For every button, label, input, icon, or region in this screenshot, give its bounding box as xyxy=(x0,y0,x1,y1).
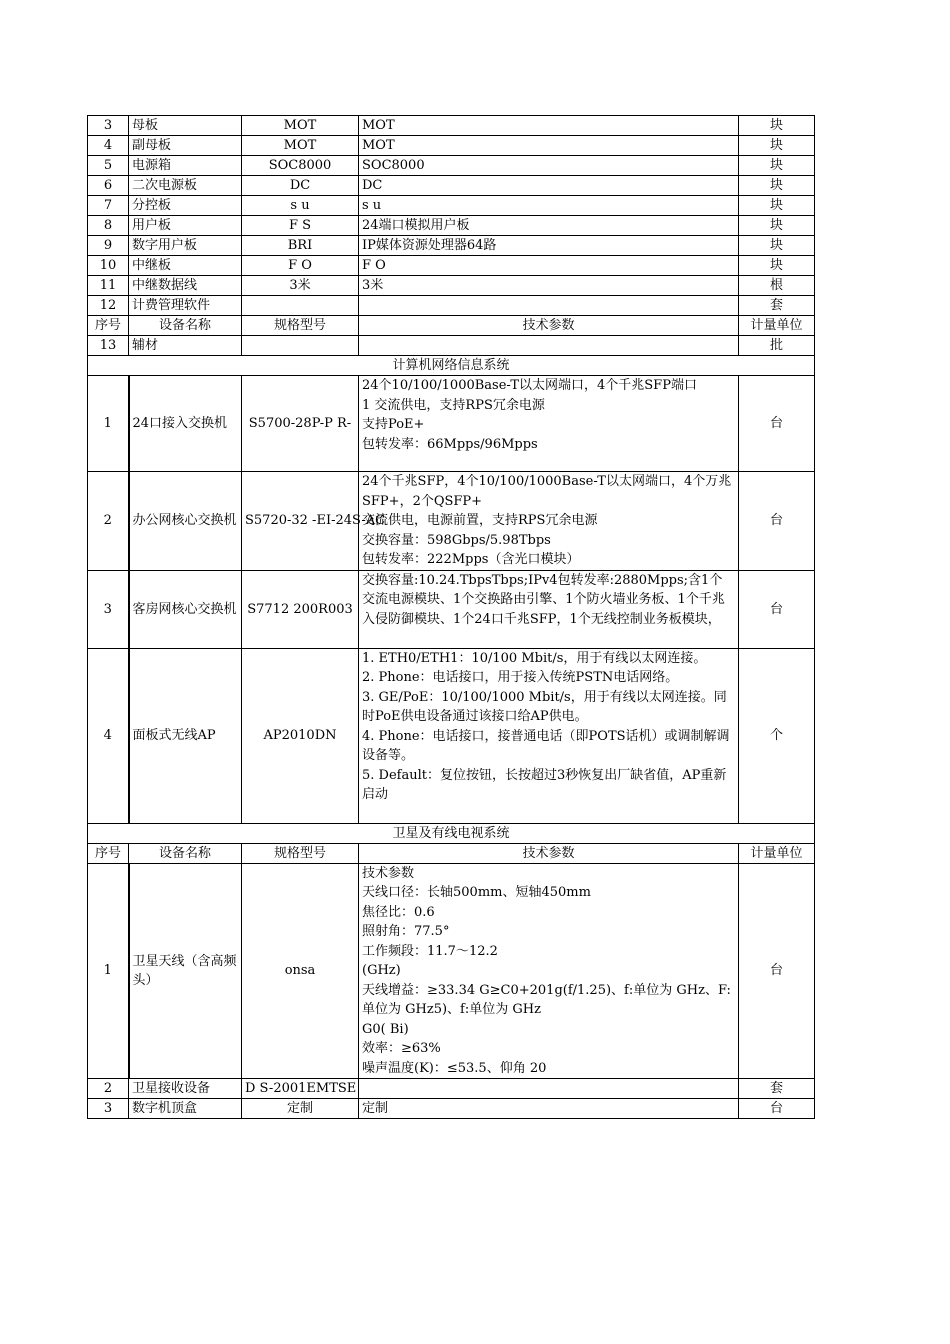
table-row xyxy=(88,863,815,1079)
row-model: 定制 xyxy=(242,1099,359,1119)
table-row xyxy=(88,1079,815,1099)
row-tech: 定制 xyxy=(359,1099,739,1119)
row-model: MOT xyxy=(242,136,359,156)
row-no: 11 xyxy=(88,276,129,296)
tech-line: 3. GE/PoE：10/100/1000 Mbit/s，用于有线以太网连接。同时PoE供电设备通过该接口给AP供电。 xyxy=(362,689,727,724)
row-name: 二次电源板 xyxy=(129,176,242,196)
tech-line: 1 交流供电，支持RPS冗余电源 xyxy=(362,397,545,413)
tech-line: 工作频段：11.7～12.2 xyxy=(362,943,498,959)
row-name: 分控板 xyxy=(129,196,242,216)
tech-line: 5. Default：复位按钮，长按超过3秒恢复出厂缺省值，AP重新启动 xyxy=(362,767,727,802)
tech-line: 24个千兆SFP，4个10/100/1000Base-T以太网端口，4个万兆SFP+，2个QSFP+ xyxy=(362,474,732,509)
equipment-table xyxy=(87,115,815,1119)
row-model: F S xyxy=(242,216,359,236)
tech-line: 照射角：77.5° xyxy=(362,924,450,939)
tech-line: 1. ETH0/ETH1：10/100 Mbit/s，用于有线以太网连接。 xyxy=(362,650,707,666)
row-model: BRI xyxy=(242,236,359,256)
row-name: 卫星接收设备 xyxy=(129,1079,242,1099)
row-no: 6 xyxy=(88,176,129,196)
row-no: 3 xyxy=(88,1099,129,1119)
row-model xyxy=(242,296,359,316)
row-tech xyxy=(359,648,739,823)
row-model: S7712 200R003 xyxy=(242,570,359,648)
tech-line: 包转发率：222Mpps（含光口模块） xyxy=(362,552,580,567)
header-model: 规格型号 xyxy=(242,843,359,863)
row-tech: s u xyxy=(359,196,739,216)
header-unit: 计量单位 xyxy=(739,843,815,863)
header-tech: 技术参数 xyxy=(359,843,739,863)
row-name: 客房网核心交换机 xyxy=(129,570,242,648)
tech-line: 效率：≥63% xyxy=(362,1041,441,1056)
row-no: 10 xyxy=(88,256,129,276)
row-model: s u xyxy=(242,196,359,216)
table-row xyxy=(88,276,815,296)
table-row xyxy=(88,196,815,216)
row-unit: 块 xyxy=(739,176,815,196)
row-tech xyxy=(359,1079,739,1099)
header-name: 设备名称 xyxy=(129,843,242,863)
tech-line: 焦径比：0.6 xyxy=(362,904,435,920)
row-model: AP2010DN xyxy=(242,648,359,823)
table-row xyxy=(88,648,815,823)
row-no: 13 xyxy=(88,336,129,356)
header-no: 序号 xyxy=(88,843,129,863)
row-tech: MOT xyxy=(359,116,739,136)
row-name: 中继数据线 xyxy=(129,276,242,296)
row-no: 1 xyxy=(88,863,129,1079)
row-tech xyxy=(359,296,739,316)
row-tech xyxy=(359,472,739,571)
tech-line: 24个10/100/1000Base-T以太网端口，4个千兆SFP端口 xyxy=(362,378,697,393)
row-tech: DC xyxy=(359,176,739,196)
rows-a xyxy=(88,116,815,316)
tech-line: 2. Phone：电话接口，用于接入传统PSTN电话网络。 xyxy=(362,670,679,685)
table-row xyxy=(88,176,815,196)
row-unit: 台 xyxy=(739,1099,815,1119)
section-satellite-title: 卫星及有线电视系统 xyxy=(88,823,815,843)
row-unit: 台 xyxy=(739,472,815,571)
table-row xyxy=(88,236,815,256)
row-unit: 台 xyxy=(739,376,815,472)
satellite-rows xyxy=(88,863,815,1119)
row-unit: 块 xyxy=(739,156,815,176)
header-model: 规格型号 xyxy=(242,316,359,336)
row-unit: 块 xyxy=(739,256,815,276)
row-unit: 台 xyxy=(739,570,815,648)
table-row xyxy=(88,156,815,176)
tech-line: 交换容量：598Gbps/5.98Tbps xyxy=(362,532,551,548)
network-rows xyxy=(88,376,815,824)
row-no: 3 xyxy=(88,570,129,648)
row-name: 计费管理软件 xyxy=(129,296,242,316)
row-unit: 块 xyxy=(739,196,815,216)
row-name: 电源箱 xyxy=(129,156,242,176)
table-row xyxy=(88,136,815,156)
row-name: 24口接入交换机 xyxy=(129,376,242,472)
row-unit: 块 xyxy=(739,236,815,256)
tech-line: G0( Bi) xyxy=(362,1021,409,1037)
row-tech: IP媒体资源处理器64路 xyxy=(359,236,739,256)
row-tech: 3米 xyxy=(359,276,739,296)
row-name: 中继板 xyxy=(129,256,242,276)
row-13 xyxy=(88,336,815,356)
header-tech: 技术参数 xyxy=(359,316,739,336)
row-no: 4 xyxy=(88,648,129,823)
row-name: 母板 xyxy=(129,116,242,136)
row-tech: 24端口模拟用户板 xyxy=(359,216,739,236)
row-no: 1 xyxy=(88,376,129,472)
row-tech: MOT xyxy=(359,136,739,156)
row-no: 2 xyxy=(88,472,129,571)
tech-line: (GHz) xyxy=(362,963,401,978)
row-unit: 根 xyxy=(739,276,815,296)
row-model: F O xyxy=(242,256,359,276)
row-model: S5720-32 -EI-24S-AC xyxy=(242,472,359,571)
row-unit: 套 xyxy=(739,1079,815,1099)
table-row xyxy=(88,472,815,571)
header-no: 序号 xyxy=(88,316,129,336)
table-row xyxy=(88,216,815,236)
row-model: SOC8000 xyxy=(242,156,359,176)
row-no: 8 xyxy=(88,216,129,236)
row-unit: 块 xyxy=(739,136,815,156)
row-model: DC xyxy=(242,176,359,196)
row-model: S5700-28P-P R- xyxy=(242,376,359,472)
section-network-row xyxy=(88,356,815,376)
table-row xyxy=(88,256,815,276)
row-model: 3米 xyxy=(242,276,359,296)
row-no: 5 xyxy=(88,156,129,176)
tech-line: 交流供电，电源前置，支持RPS冗余电源 xyxy=(362,513,598,528)
row-name: 数字用户板 xyxy=(129,236,242,256)
row-name: 副母板 xyxy=(129,136,242,156)
row-no: 7 xyxy=(88,196,129,216)
tech-line: 4. Phone：电话接口，接普通电话（即POTS话机）或调制解调设备等。 xyxy=(362,728,730,763)
header-unit: 计量单位 xyxy=(739,316,815,336)
header-row-1 xyxy=(88,316,815,336)
tech-line: 天线增益：≥33.34 G≥C0+201g(f/1.25)、f:单位为 GHz、F:单位为 GHz5)、f:单位为 GHz xyxy=(362,982,731,1017)
header-name: 设备名称 xyxy=(129,316,242,336)
row-no: 12 xyxy=(88,296,129,316)
row-name: 辅材 xyxy=(129,336,242,356)
header-row-2 xyxy=(88,843,815,863)
equipment-table-sheet xyxy=(87,115,814,1119)
table-row xyxy=(88,116,815,136)
row-unit: 台 xyxy=(739,863,815,1079)
row-name: 卫星天线（含高频头） xyxy=(129,863,242,1079)
row-unit: 块 xyxy=(739,216,815,236)
row-name: 办公网核心交换机 xyxy=(129,472,242,571)
table-row xyxy=(88,376,815,472)
table-row xyxy=(88,570,815,648)
row-unit: 批 xyxy=(739,336,815,356)
row-tech xyxy=(359,863,739,1079)
row-tech: F O xyxy=(359,256,739,276)
row-name: 数字机顶盒 xyxy=(129,1099,242,1119)
row-model: MOT xyxy=(242,116,359,136)
row-tech xyxy=(359,336,739,356)
row-tech: SOC8000 xyxy=(359,156,739,176)
section-satellite-row xyxy=(88,823,815,843)
row-model xyxy=(242,336,359,356)
section-network-title: 计算机网络信息系统 xyxy=(88,356,815,376)
row-no: 4 xyxy=(88,136,129,156)
tech-line: 噪声温度(K)：≤53.5、仰角 20 xyxy=(362,1060,547,1076)
row-no: 9 xyxy=(88,236,129,256)
table-row xyxy=(88,296,815,316)
table-row xyxy=(88,1099,815,1119)
row-no: 2 xyxy=(88,1079,129,1099)
row-unit: 个 xyxy=(739,648,815,823)
row-no: 3 xyxy=(88,116,129,136)
row-name: 面板式无线AP xyxy=(129,648,242,823)
tech-line: 包转发率：66Mpps/96Mpps xyxy=(362,436,538,452)
row-unit: 块 xyxy=(739,116,815,136)
tech-line: 天线口径：长轴500mm、短轴450mm xyxy=(362,885,591,900)
tech-line: 技术参数 xyxy=(362,865,415,881)
row-tech xyxy=(359,570,739,648)
row-model: D S-2001EMTSE xyxy=(242,1079,359,1099)
row-tech xyxy=(359,376,739,472)
row-name: 用户板 xyxy=(129,216,242,236)
tech-line: 交换容量:10.24.TbpsTbps;IPv4包转发率:2880Mpps;含1个交流电源模块、1个交换路由引擎、1个防火墙业务板、1个千兆入侵防御模块、1个24口千兆SFP，1个无线控制业务板模块， xyxy=(362,572,725,627)
row-unit: 套 xyxy=(739,296,815,316)
row-model: onsa xyxy=(242,863,359,1079)
tech-line: 支持PoE+ xyxy=(362,417,425,432)
